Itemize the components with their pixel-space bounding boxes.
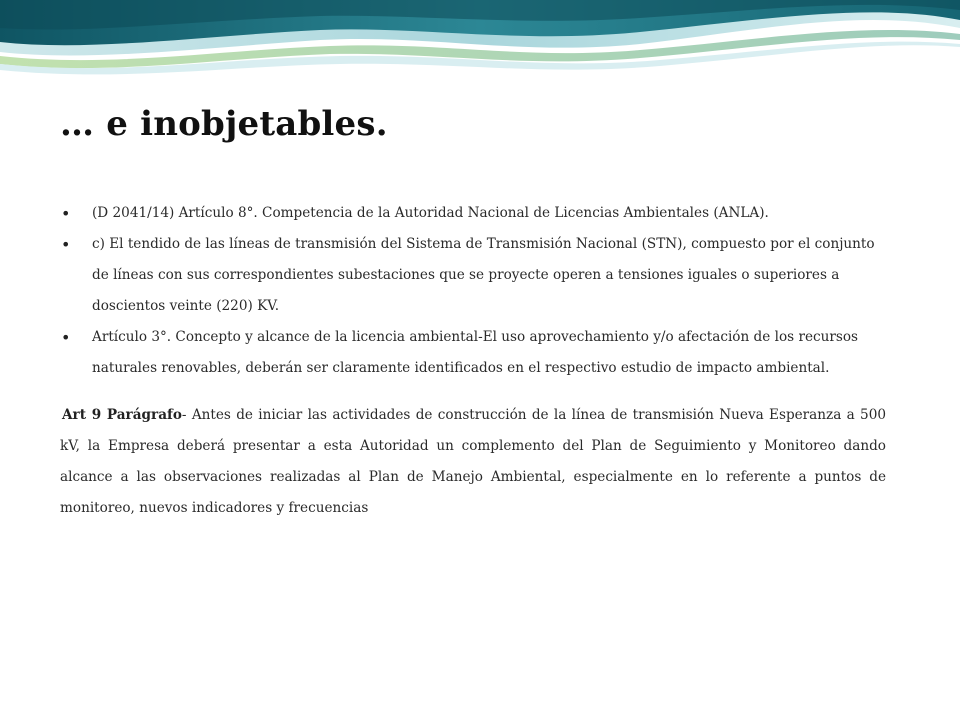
slide-title: … e inobjetables.: [60, 104, 388, 144]
bullet-dot-icon: •: [61, 328, 71, 347]
bullet-dot-icon: •: [61, 204, 71, 223]
paragraph-body: - Antes de iniciar las actividades de construcción de la línea de transmisión Nueva Esperanza a 500 kV, la Empresa deberá presentar a esta Autoridad un complemento del Plan de Seguimiento y Monitoreo dando alcance a las observaciones realizadas al Plan de Manejo Ambiental, especialmente en lo referente a puntos de monitoreo, nuevos indicadores y frecuencias: [60, 407, 886, 516]
body-paragraph: [60, 400, 886, 524]
bullet-item: [60, 229, 890, 322]
bullet-text: c) El tendido de las líneas de transmisión del Sistema de Transmisión Nacional (STN), compuesto por el conjunto de líneas con sus correspondientes subestaciones que se proyecte operen a tensiones iguales o superiores a doscientos veinte (220) KV.: [92, 236, 875, 314]
bullet-list: [60, 198, 890, 384]
bullet-text: Artículo 3°. Concepto y alcance de la licencia ambiental-El uso aprovechamiento y/o afectación de los recursos naturales renovables, deberán ser claramente identificados en el respectivo estudio de impacto ambiental.: [92, 329, 859, 376]
bullet-text: (D 2041/14) Artículo 8°. Competencia de la Autoridad Nacional de Licencias Ambientales (ANLA).: [92, 205, 769, 221]
paragraph-lead: Art 9 Parágrafo: [62, 407, 182, 423]
bullet-dot-icon: •: [61, 235, 71, 254]
bullet-item: [60, 198, 890, 229]
bullet-item: [60, 322, 890, 384]
decorative-wave-banner: [0, 0, 960, 80]
